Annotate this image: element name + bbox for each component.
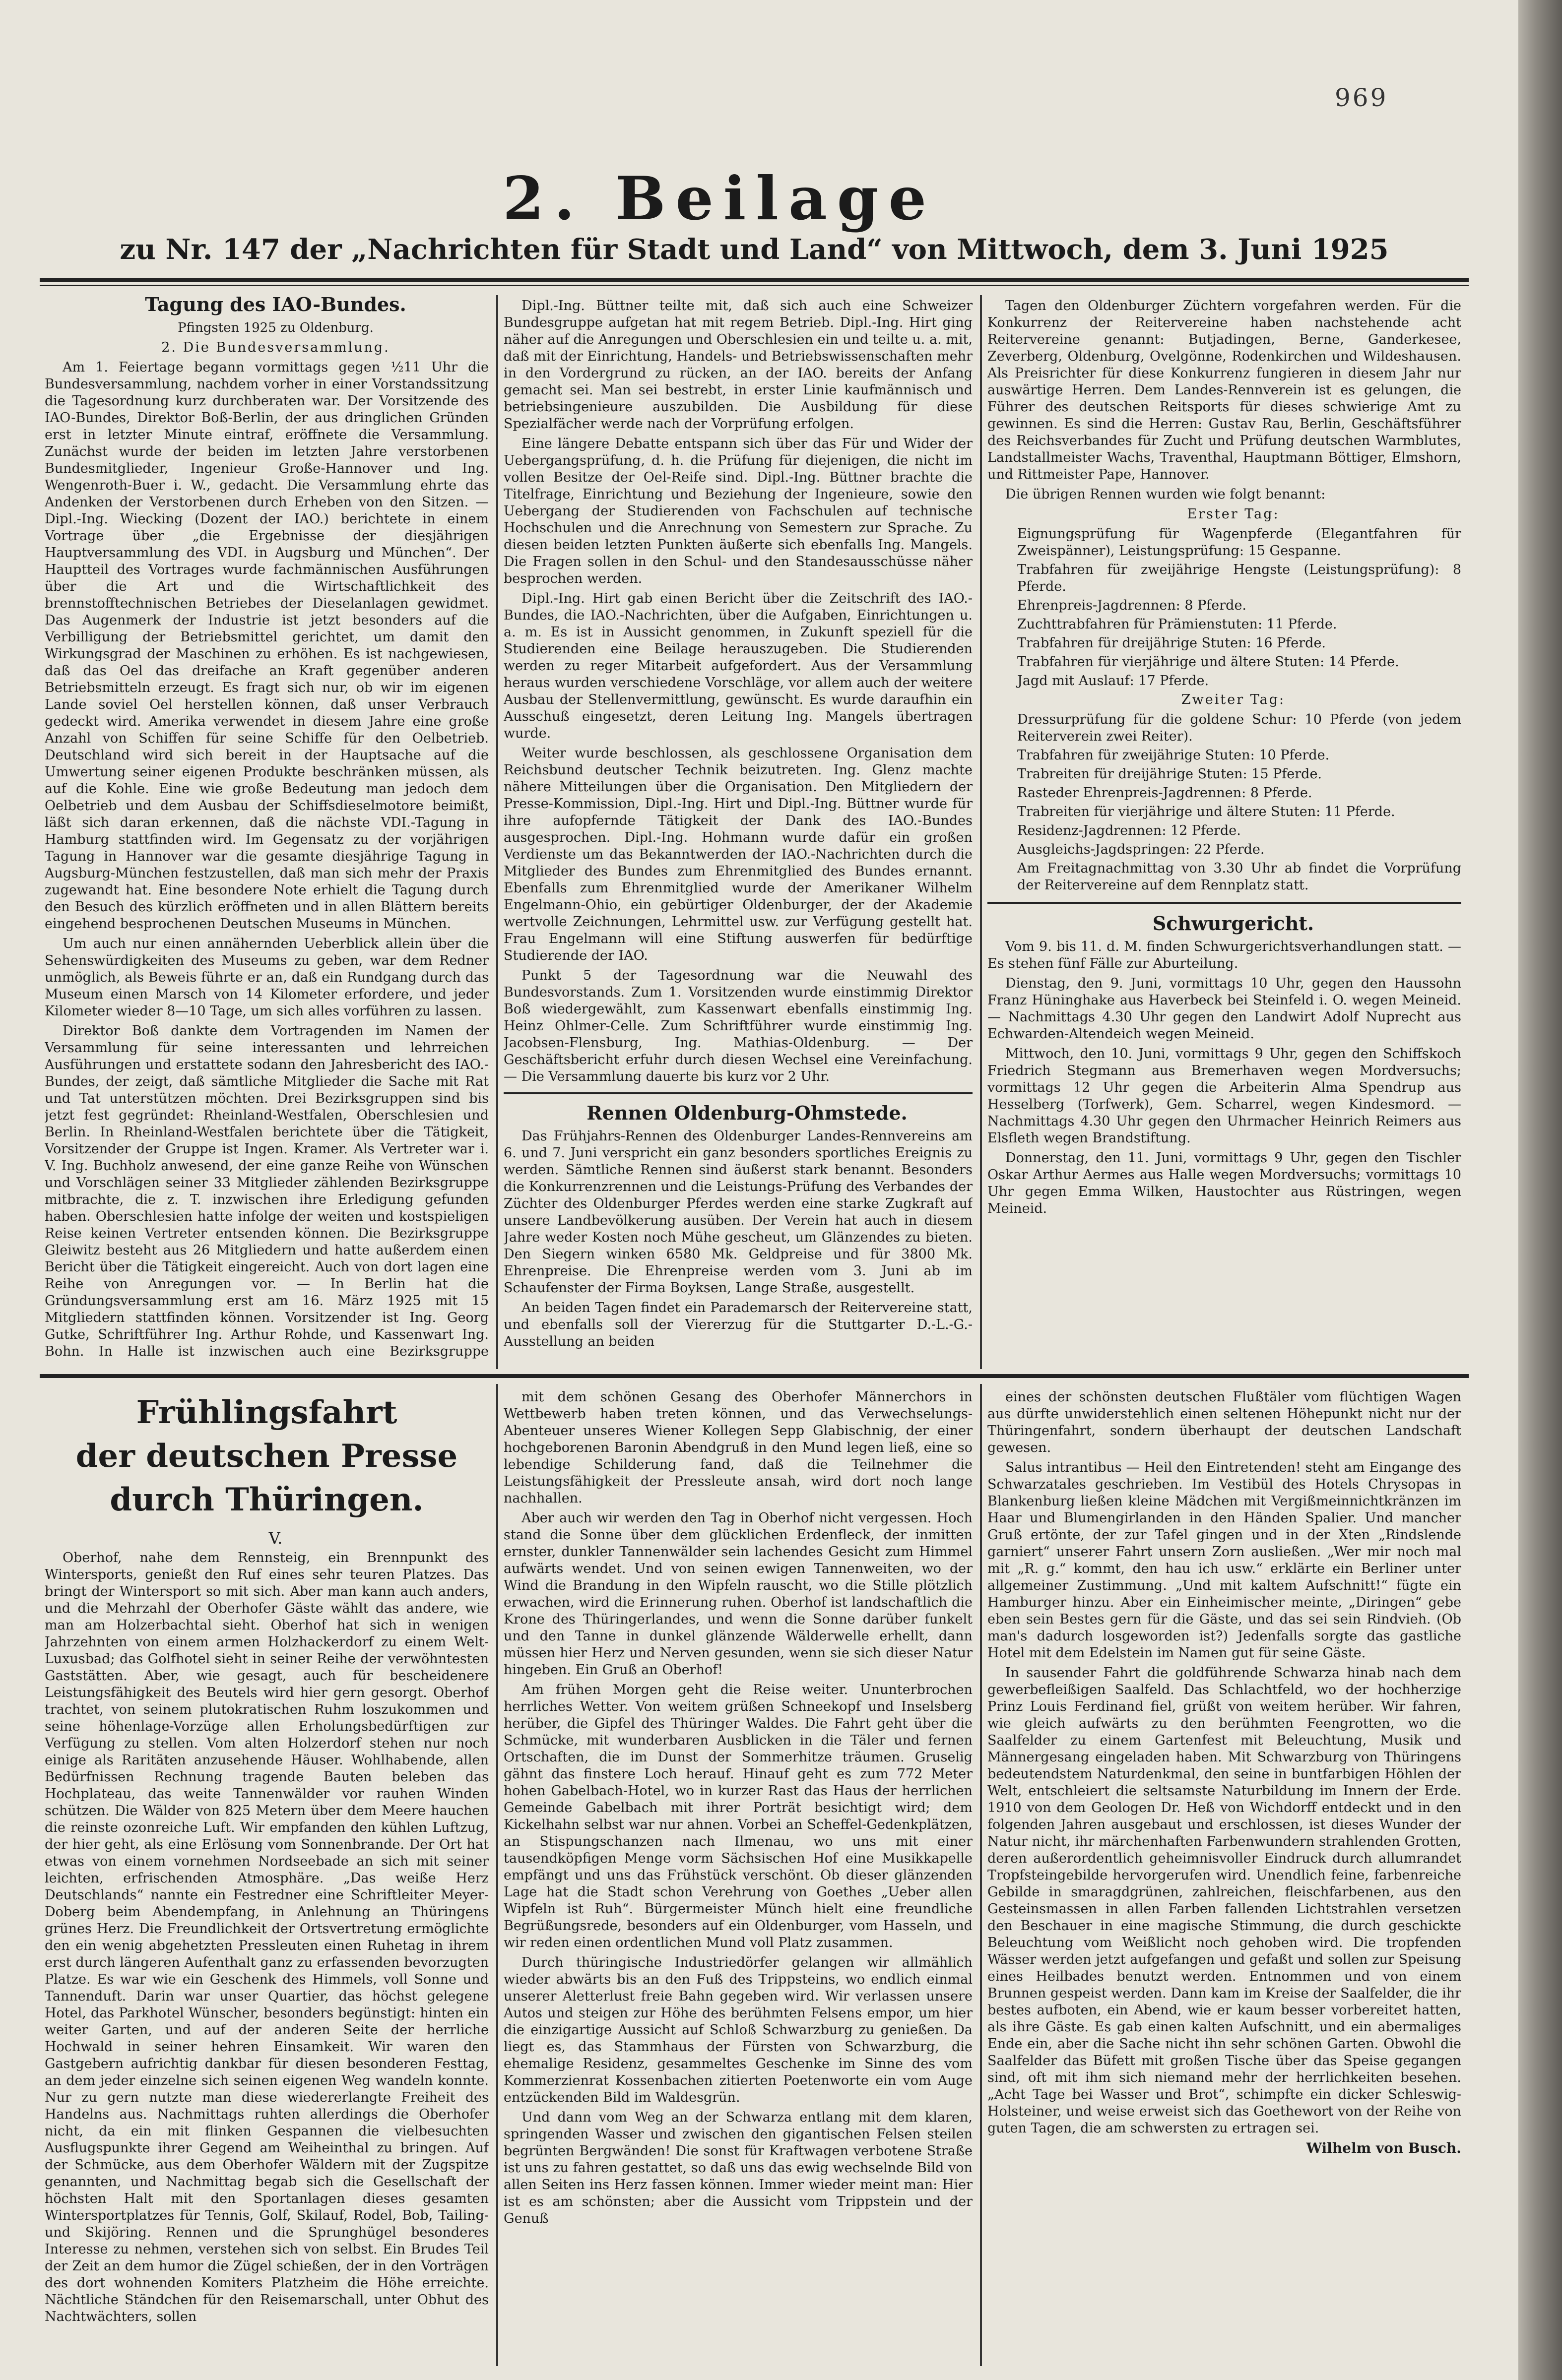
- race-item: Dressurprüfung für die goldene Schur: 10 Pferde (von jedem Reiterverein zwei Reiter).: [1017, 712, 1461, 744]
- paragraph: Dienstag, den 9. Juni, vormittags 10 Uhr, gegen den Haussohn Franz Hüninghake aus Haverbeck bei Steinfeld i. O. wegen Meineid. — Nachmittags 4.30 Uhr gegen den Landwirt Adolf Nuprecht aus Echwarden-Altendeich wegen Meineid.: [987, 976, 1461, 1042]
- article-title-schwurgericht: Schwurgericht.: [1152, 912, 1314, 935]
- author-signature: Wilhelm von Busch.: [1306, 2140, 1461, 2156]
- column-divider: [980, 1384, 982, 2366]
- paragraph: Dipl.-Ing. Büttner teilte mit, daß sich auch eine Schweizer Bundesgruppe aufgetan hat mit regem Betrieb. Dipl.-Ing. Hirt ging näher auf die Anregungen und Oberschlesien ein und teilte u. a. mit, daß mit der Einrichtung, Handels- und Betriebswissenschaften mehr in den Vordergrund zu rücken, an der IAO. bereits der Anfang gemacht sei. Man sei bestrebt, in erster Linie kaufmännisch und betriebsingenieure auszubilden. Die Ausbildung für diese Spezialfächer werde nach der Vorprüfung erfolgen.: [504, 298, 973, 432]
- title-line: Frühlingsfahrt: [136, 1394, 397, 1431]
- paragraph: Tagen den Oldenburger Züchtern vorgefahren werden. Für die Konkurrenz der Reitervereine haben nachstehende acht Reitervereine genannt: Butjadingen, Berne, Ganderkesee, Zeverberg, Oldenburg, Ovelgönne, Rodenkirchen und Wildeshausen. Als Preisrichter für diese Konkurrenz fungieren in diesem Jahr nur auswärtige Herren. Dem Landes-Rennverein ist es gelungen, die Führer des deutschen Reitsports für dieses schwierige Amt zu gewinnen. Es sind die Herren: Gustav Rau, Berlin, Geschäftsführer des Reichsverbandes für Zucht und Prüfung deutschen Warmblutes, Landstallmeister Wachs, Traventhal, Hauptmann Böttiger, Elmshorn, und Rittmeister Pape, Hannover.: [987, 298, 1461, 482]
- article-rule: [987, 902, 1461, 904]
- column-lower-3: [987, 1389, 1461, 2366]
- supplement-title: 2. Beilage: [502, 164, 936, 234]
- race-item: Trabreiten für dreijährige Stuten: 15 Pferde.: [1017, 766, 1322, 782]
- race-item: Jagd mit Auslauf: 17 Pferde.: [1017, 673, 1209, 689]
- column-upper-1: [45, 293, 489, 1359]
- paragraph: In sausender Fahrt die goldführende Schwarza hinab nach dem gewerbefleißigen Saalfeld. Das Schlachtfeld, wo der hochherzige Prinz Louis Ferdinand fiel, grüßt von weitem herüber. Wir fahren, wie gleich aufwärts zu den berühmten Feengrotten, wo die Saalfelder zu einem Gartenfest mit Beleuchtung, Musik und Männergesang eingeladen haben. Mit Schwarzburg von Thüringens bedeutendstem Naturdenkmal, den seine in buntfarbigen Höhlen der Welt, entschleiert die seltsamste Naturbildung im Innern der Erde. 1910 von dem Geologen Dr. Heß von Wichdorff entdeckt und in den folgenden Jahren ausgebaut und erschlossen, ist dieses Wunder der Natur nicht, ihr märchenhaften Farbenwundern strahlenden Grotten, deren außerordentlich geheimnisvoller Eindruck durch allumrandet Tropfsteingebilde hervorgerufen wird. Unendlich feine, farbenreiche Gebilde in smaragdgrünen, zahlreichen, fleischfarbenen, aus den Gesteinsmassen in allen Farben fallenden Lichtstrahlen versetzen den Beschauer in eine magische Stimmung, die durch geschickte Beleuchtung vom Weißlicht noch gehoben wird. Die tropfenden Wässer werden jetzt aufgefangen und gefaßt und sollen zur Speisung eines Heilbades benutzt werden. Entnommen und von einem Brunnen gespeist werden. Dann kam im Kreise der Saalfelder, die ihr bestes aufboten, ein Abend, wie er kaum besser vorbereitet hatten, als ihre Gäste. Es gab einen kalten Aufschnitt, und ein abermaliges Ende ein, aber die Sache nicht ihn sehr schönen Garten. Obwohl die Saalfelder das Büfett mit großen Tische über das Speise gegangen sind, oft mit ihm sich niemand mehr der herrlichkeiten besehen. „Acht Tage bei Wasser und Brot“, schimpfte ein dicker Schleswig-Holsteiner, und weise erweist sich das Goethewort von der Reihe von guten Tagen, die am schwersten zu ertragen sei.: [987, 1665, 1461, 2136]
- race-day-title: Zweiter Tag:: [1181, 692, 1286, 707]
- article-dateline: Pfingsten 1925 zu Oldenburg.: [178, 320, 374, 335]
- column-divider: [980, 295, 982, 1369]
- column-divider: [496, 295, 498, 1369]
- race-item: Rasteder Ehrenpreis-Jagdrennen: 8 Pferde.: [1017, 785, 1312, 801]
- race-item: Ehrenpreis-Jagdrennen: 8 Pferde.: [1017, 598, 1247, 613]
- paragraph: Vom 9. bis 11. d. M. finden Schwurgerichtsverhandlungen statt. — Es stehen fünf Fälle zur Aburteilung.: [987, 939, 1461, 971]
- race-list-day1: [987, 526, 1461, 689]
- column-divider: [496, 1384, 498, 2366]
- race-list-day2: [987, 711, 1461, 894]
- paragraph: Donnerstag, den 11. Juni, vormittags 9 Uhr, gegen den Tischler Oskar Arthur Aermes aus Halle wegen Mordversuchs; vormittags 10 Uhr gegen Emma Wilken, Haustochter aus Rüstringen, wegen Meineid.: [987, 1150, 1461, 1216]
- paragraph: Punkt 5 der Tagesordnung war die Neuwahl des Bundesvorstands. Zum 1. Vorsitzenden wurde einstimmig Direktor Boß wiedergewählt, zum Kassenwart ebenfalls einstimmig Ing. Heinz Ohlmer-Celle. Zum Schriftführer wurde einstimmig Ing. Jacobsen-Flensburg, Ing. Mathias-Oldenburg. — Der Geschäftsbericht erfuhr durch diesen Wechsel eine Vereinfachung. — Die Versammlung dauerte bis kurz vor 2 Uhr.: [504, 968, 973, 1084]
- paragraph: Oberhof, nahe dem Rennsteig, ein Brennpunkt des Wintersports, genießt den Ruf eines sehr teuren Platzes. Das bringt der Wintersport so mit sich. Aber man kann auch anders, und die Mehrzahl der Oberhofer Gäste wählt das andere, wie man am Holzerbachtal sieht. Oberhof hat sich in wenigen Jahrzehnten von einem armen Holzhackerdorf zu einem Welt-Luxusbad; das Golfhotel sieht in seiner Reihe der verwöhntesten Gaststätten. Aber, wie gesagt, auch für bescheidenere Leistungsfähigkeit des Beutels wird hier gern gesorgt. Oberhof trachtet, von seinem plutokratischen Ruhm loszukommen und seine höhenlage-Vorzüge allen Erholungsbedürftigen zur Verfügung zu stellen. Vom alten Holzerdorf stehen nur noch einige als Raritäten anzusehende Häuser. Wohlhabende, allen Bedürfnissen Rechnung tragende Bauten beleben das Hochplateau, das weite Tannenwälder vor rauhen Winden schützen. Die Wälder von 825 Metern über dem Meere hauchen die reinste ozonreiche Luft. Wir empfanden den kühlen Luftzug, der hier geht, als eine Erlösung vom Sonnenbrande. Der Ort hat etwas von einem vornehmen Nordseebade an sich mit seiner leichten, erfrischenden Atmosphäre. „Das weiße Herz Deutschlands“ nannte ein Festredner eine Schriftleiter Meyer-Doberg beim Abendempfang, in Anlehnung an Thüringens grünes Herz. Die Freundlichkeit der Ortsvertretung ermöglichte den ein wenig abgehetzten Pressleuten einen Ruhetag in ihrem erst durch längeren Aufenthalt ganz zu erfassenden bevorzugten Platze. Es war wie ein Geschenk des Himmels, voll Sonne und Tannenduft. Darin war unser Quartier, das höchst gelegene Hotel, das Parkhotel Wünscher, besonders begünstigt: hinten ein weiter Garten, und auf der anderen Seite der herrliche Hochwald in seiner hehren Einsamkeit. Wir waren den Gastgebern aufrichtig dankbar für diesen besonderen Festtag, an dem jeder einzelne sich seinen eigenen Weg wandeln konnte. Nur zu gern nutzte man diese wiedererlangte Freiheit des Handelns aus. Nachmittags ruhten allerdings die Oberhofer nicht, da ein mit flinken Gespannen die vielbesuchten Ausflugspunkte ihrer Gegend am Weiheinthal zu bringen. Auf der Schmücke, aus dem Oberhofer Wäldern mit der Zugspitze genannten, und Nachmittag begab sich die Gesellschaft der höchsten Halt mit den Sportanlagen dieses gesamten Wintersportplatzes für Tennis, Golf, Skilauf, Rodel, Bob, Tailing- und Skijöring. Rennen und die Sprunghügel besonderes Interesse zu nehmen, verstehen sich von selbst. Ein Brudes Teil der Zeit an dem humor die Zügel schießen, der in den Vorträgen des dort wohnenden Komiters Platzheim die Höhe erreichte. Nächtliche Ständchen für den Reisemarschall, unter Obhut des Nachtwächters, sollen: [45, 1550, 489, 2324]
- article-section: 2. Die Bundesversammlung.: [161, 340, 390, 355]
- race-item: Trabfahren für zweijährige Hengste (Leistungsprüfung): 8 Pferde.: [1017, 562, 1461, 594]
- race-item: Am Freitagnachmittag von 3.30 Uhr ab findet die Vorprüfung der Reitervereine auf dem Rennplatz statt.: [1017, 861, 1461, 893]
- race-item: Residenz-Jagdrennen: 12 Pferde.: [1017, 823, 1241, 838]
- column-upper-3: [987, 298, 1461, 1364]
- paragraph: Weiter wurde beschlossen, als geschlossene Organisation dem Reichsbund deutscher Technik beizutreten. Ing. Glenz machte nähere Mitteilungen über die Organisation. Den Mitgliedern der Presse-Kommission, Dipl.-Ing. Hirt und Dipl.-Ing. Büttner wurde für ihre aufopfernde Tätigkeit der Dank des IAO.-Bundes ausgesprochen. Dipl.-Ing. Hohmann wurde dafür ein großen Verdienste um das Bekanntwerden der IAO.-Nachrichten durch die Mitglieder des Bundes zum Ehrenmitglied des Bundes ernannt. Ebenfalls zum Ehrenmitglied wurde der Amerikaner Wilhelm Engelmann-Ohio, ein gebürtiger Oldenburger, der der Akademie wertvolle Zeichnungen, Lehrmittel usw. zur Verfügung gestellt hat. Frau Engelmann will eine Stiftung auswerfen für bedürftige Studierende der IAO.: [504, 746, 973, 963]
- paragraph: mit dem schönen Gesang des Oberhofer Männerchors in Wettbewerb haben treten können, und das Verwechselungs-Abenteuer unseres Wiener Kollegen Sepp Glabischnig, der einer hochgeborenen Baronin Abendgruß in den Mund legen ließ, eine so lebendige Schilderung fand, daß die Teilnehmer die Leistungsfähigkeit der Pressleute ansah, wird dort noch lange nachhallen.: [504, 1389, 973, 1506]
- paragraph: Mittwoch, den 10. Juni, vormittags 9 Uhr, gegen den Schiffskoch Friedrich Stegmann aus Bremerhaven wegen Mordversuchs; vormittags 12 Uhr gegen die Arbeiterin Alma Spendrup aus Hesselberg (Torfwerk), Gem. Scharrel, wegen Kindesmord. — Nachmittags 4.30 Uhr gegen den Uhrmacher Heinrich Reimers aus Elsfleth wegen Brandstiftung.: [987, 1046, 1461, 1146]
- paragraph: Salus intrantibus — Heil den Eintretenden! steht am Eingange des Schwarzatales geschrieben. Im Vestibül des Hotels Chrysopas in Blankenburg ließen kleine Mädchen mit Vergißmeinnichtkränzen im Haar und Blumengirlanden in den Händen Spalier. Und mancher Gruß ertönte, der zur Tafel gingen und in der Xten „Rindslende garniert“ unserer Fahrt unsern Zorn ausließen. „Wer mir noch mal mit „R. g.“ kommt, den hau ich usw.“ erklärte ein Berliner unter allgemeiner Zustimmung. „Und mit kaltem Aufschnitt!“ fügte ein Hamburger hinzu. Aber ein Einheimischer meinte, „Diringen“ gebe eben sein Bestes gern für die Gäste, und das sei sein Rindvieh. (Ob man's dadurch losgeworden ist?) Jedenfalls sorgte das gastliche Hotel mit dem Edelstein im Namen gut für seine Gäste.: [987, 1460, 1461, 1661]
- paragraph: Das Frühjahrs-Rennen des Oldenburger Landes-Rennvereins am 6. und 7. Juni verspricht ein ganz besonders sportliches Ereignis zu werden. Sämtliche Rennen sind äußerst stark benannt. Besonders die Konkurrenzrennen und die Leistungs-Prüfung des Verbandes der Züchter des Oldenburger Pferdes werden eine starke Zugkraft auf unsere Landbevölkerung ausüben. Der Verein hat auch in diesem Jahre weder Kosten noch Mühe gescheut, um Glänzendes zu bieten. Den Siegern winken 6580 Mk. Geldpreise und für 3800 Mk. Ehrenpreise. Die Ehrenpreise werden vom 3. Juni ab im Schaufenster der Firma Boyksen, Lange Straße, ausgestellt.: [504, 1128, 973, 1296]
- column-upper-2: [504, 298, 973, 1364]
- masthead-rule-thick: [40, 278, 1469, 282]
- race-day-title: Erster Tag:: [1187, 506, 1280, 522]
- paragraph: An beiden Tagen findet ein Parademarsch der Reitervereine statt, und ebenfalls soll der Viererzug für die Stuttgarter D.-L.-G.-Ausstellung an beiden: [504, 1300, 973, 1349]
- article-title-fruehling: [45, 1391, 489, 1522]
- masthead-rule-thin: [40, 285, 1469, 286]
- race-item: Ausgleichs-Jagdspringen: 22 Pferde.: [1017, 842, 1265, 857]
- article-part: V.: [268, 1529, 283, 1548]
- race-item: Trabfahren für dreijährige Stuten: 16 Pferde.: [1017, 635, 1326, 651]
- paragraph: Am 1. Feiertage begann vormittags gegen ½11 Uhr die Bundesversammlung, nachdem vorher in einer Vorstandssitzung die Tagesordnung kurz durchberaten war. Der Vorsitzende des IAO-Bundes, Direktor Boß-Berlin, der aus dringlichen Gründen erst in letzter Minute eintraf, eröffnete die Versammlung. Zunächst wurde der beiden im letzten Jahre verstorbenen Bundesmitglieder, Ingenieur Große-Hannover und Ing. Wengenroth-Buer i. W., gedacht. Die Versammlung ehrte das Andenken der Verstorbenen durch Erheben von den Sitzen. — Dipl.-Ing. Wiecking (Dozent der IAO.) berichtete in einem Vortrage über „die Ergebnisse der diesjährigen Hauptversammlung des VDI. in Augsburg und München“. Der Hauptteil des Vortrages wurde fachmännischen Ausführungen über die Art und die Wirtschaftlichkeit des brennstofftechnischen Betriebes der Dieselanlagen gewidmet. Das Augenmerk der Industrie ist jetzt besonders auf die Verbilligung der Betriebsmittel gerichtet, um damit den Wirkungsgrad der Maschinen zu erhöhen. Es ist nachgewiesen, daß das Oel das dreifache an Kraft gegenüber anderen Betriebsmitteln erzeugt. Es fragt sich nur, ob wir im eigenen Lande soviel Oel herstellen können, daß unser Verbrauch gedeckt wird. Amerika verwendet in diesem Jahre eine große Anzahl von Schiffen für seine Schiffe für den Oelbetrieb. Deutschland wird sich bereit in der Hauptsache auf die Umwertung seiner eigenen Produkte beschränken müssen, als auf die Kohle. Eine wie große Bedeutung man jedoch dem Oelbetrieb und dem Ausbau der Schiffsdieselmotore beimißt, läßt sich daran erkennen, daß die nächste VDI.-Tagung in Hamburg stattfinden wird. Im Gegensatz zu der vorjährigen Tagung in Hannover war die gesamte diesjährige Tagung in Augsburg-München festzustellen, daß man sich mehr der Praxis zugewandt hat. Eine besondere Note erhielt die Tagung durch den Besuch des kürzlich eröffneten und in allen Blättern bereits eingehend besprochenen Deutschen Museums in München.: [45, 360, 489, 932]
- paragraph: Dipl.-Ing. Hirt gab einen Bericht über die Zeitschrift des IAO.-Bundes, die IAO.-Nachrichten, über die Aufgaben, Einrichtungen u. a. m. Es ist in Aussicht genommen, in Zukunft speziell für die Studierenden eine Beilage herauszugeben. Die Studierenden werden zu reger Mitarbeit aufgefordert. Aus der Versammlung heraus wurden verschiedene Vorschläge, vor allem auch der weitere Ausbau der Stellenvermittlung, gewünscht. Es wurde daraufhin ein Ausschuß eingesetzt, deren Leitung Ing. Mangels übertragen wurde.: [504, 591, 973, 741]
- column-lower-2: [504, 1389, 973, 2366]
- paragraph: Direktor Boß dankte dem Vortragenden im Namen der Versammlung für seine interessanten und lehrreichen Ausführungen und erstattete sodann den Jahresbericht des IAO.-Bundes, der zeigt, daß sämtliche Mitglieder die Sache mit Rat und Tat unterstützen möchten. Drei Bezirksgruppen sind bis jetzt fest gegründet: Rheinland-Westfalen, Oberschlesien und Berlin. In Rheinland-Westfalen berichtete über die Tätigkeit, Vorsitzender der Gruppe ist Ingen. Kramer. Als Vertreter war i. V. Ing. Buchholz anwesend, der eine ganze Reihe von Wünschen und Vorschlägen seiner 33 Mitglieder zählenden Bezirksgruppe mitbrachte, die z. T. inzwischen ihre Erledigung gefunden haben. Oberschlesien hatte infolge der weiten und kostspieligen Reise keinen Vertreter entsenden können. Die Bezirksgruppe Gleiwitz besteht aus 26 Mitgliedern und hatte außerdem einen Bericht über die Tätigkeit eingereicht. Auch von dort lagen eine Reihe von Anregungen vor. — In Berlin hat die Gründungsversammlung erst am 16. März 1925 mit 15 Mitgliedern stattfinden können. Vorsitzender ist Ing. Georg Gutke, Schriftführer Ing. Arthur Rohde, und Kassenwart Ing. Bohn. In Halle ist inzwischen auch eine Bezirksgruppe: [45, 1023, 489, 1359]
- paragraph: Eine längere Debatte entspann sich über das Für und Wider der Uebergangsprüfung, d. h. die Prüfung für diejenigen, die nicht im vollen Besitze der Oel-Reife sind. Dipl.-Ing. Büttner brachte die Titelfrage, Einrichtung und Beziehung der Ingenieure, sowie den Uebergang der Studierenden von Fachschulen auf technische Hochschulen und die Anrechnung von Semestern zur Sprache. Zu diesen beiden letzten Punkten äußerte sich ebenfalls Ing. Mangels. Die Fragen sollen in den Schul- und den Standesausschüsse näher besprochen werden.: [504, 436, 973, 586]
- paragraph: eines der schönsten deutschen Flußtäler vom flüchtigen Wagen aus dürfte unwiderstehlich einen seltenen Höhepunkt nicht nur der Thüringenfahrt, sondern überhaupt der deutschen Landschaft gewesen.: [987, 1389, 1461, 1455]
- title-line: der deutschen Presse durch Thüringen.: [75, 1438, 458, 1518]
- race-item: Trabfahren für vierjährige und ältere Stuten: 14 Pferde.: [1017, 654, 1399, 670]
- article-rule: [504, 1092, 973, 1094]
- section-rule-thick: [40, 1374, 1469, 1378]
- column-lower-1: [45, 1384, 489, 2366]
- paragraph: Und dann vom Weg an der Schwarza entlang mit dem klaren, springenden Wasser und zwischen den gigantischen Felsen steilen begrünten Bergwänden! Die sonst für Kraftwagen verbotene Straße ist uns zu fahren gestattet, so daß uns das ewig wechselnde Bild von allen Seiten ins Herz fassen können. Immer wieder meint man: Hier ist es am schönsten; aber die Aussicht vom Trippstein und der Genuß: [504, 2110, 973, 2226]
- supplement-subtitle: zu Nr. 147 der „Nachrichten für Stadt und Land“ von Mittwoch, dem 3. Juni 1925: [120, 233, 1389, 266]
- race-item: Zuchttrabfahren für Prämienstuten: 11 Pferde.: [1017, 617, 1337, 632]
- article-title-iao: Tagung des IAO-Bundes.: [145, 293, 406, 315]
- race-item: Trabreiten für vierjährige und ältere Stuten: 11 Pferde.: [1017, 804, 1395, 819]
- paragraph: Am frühen Morgen geht die Reise weiter. Ununterbrochen herrliches Wetter. Von weitem grüßen Schneekopf und Inselsberg herüber, die Gipfel des Thüringer Waldes. Die Fahrt geht über die Schmücke, mit wunderbaren Ausblicken in die Täler und fernen Ortschaften, die im Dunst der Sommerhitze träumen. Gruselig gähnt das finstere Loch herauf. Hinauf geht es zum 772 Meter hohen Gabelbach-Hotel, wo in kurzer Rast das Haus der herrlichen Gemeinde Gabelbach mit ihrer Porträt besichtigt wird; dem Kickelhahn selbst war nur ahnen. Vorbei an Scheffel-Gedenkplätzen, an Stispungschanzen nach Ilmenau, wo uns mit einer tausendköpfigen Menge vorm Sächsischen Hof eine Musikkapelle empfängt und uns das Frühstück verschönt. Ob dieser glänzenden Lage hat die Stadt schon Verehrung von Goethes „Ueber allen Wipfeln ist Ruh“. Bürgermeister Münch hielt eine freundliche Begrüßungsrede, besonders auf ein Oldenburger, vom Hasseln, und wir reden einen ordentlichen Mund voll Platz zusammen.: [504, 1682, 973, 1950]
- paragraph: Durch thüringische Industriedörfer gelangen wir allmählich wieder abwärts bis an den Fuß des Trippsteins, wo endlich einmal unserer Aletterlust freie Bahn gegeben wird. Wir verlassen unsere Autos und steigen zur Höhe des berühmten Felsens empor, um hier die einzigartige Aussicht auf Schloß Schwarzburg zu genießen. Da liegt es, das Stammhaus der Fürsten von Schwarzburg, die ehemalige Residenz, gesammeltes Geschenke im Sinne des vom Kommerzienrat Kossenbachen zitierten Poetenworte ein vom Auge entzückenden Bild im Waldesgrün.: [504, 1955, 973, 2105]
- race-item: Trabfahren für zweijährige Stuten: 10 Pferde.: [1017, 748, 1330, 763]
- paragraph: Die übrigen Rennen wurden wie folgt benannt:: [1005, 487, 1326, 502]
- page-number: 969: [1335, 83, 1388, 112]
- race-item: Eignungsprüfung für Wagenpferde (Elegantfahren für Zweispänner), Leistungsprüfung: 15 Gespanne.: [1017, 526, 1461, 559]
- article-title-rennen: Rennen Oldenburg-Ohmstede.: [586, 1102, 908, 1124]
- paragraph: Aber auch wir werden den Tag in Oberhof nicht vergessen. Hoch stand die Sonne über dem glücklichen Erdenfleck, der inmitten ernster, dunkler Tannenwälder sein lachendes Gesicht zum Himmel aufwärts wendet. Und von seinen ewigen Tannenweiten, wo der Wind die Brandung in den Wipfeln rauscht, wo die Stille plötzlich erwachen, wird die Erinnerung ruhen. Oberhof ist landschaftlich die Krone des Thüringerlandes, und wenn die Sonne darüber funkelt und den Tanne in dunkel glänzende Wälderwelle erhellt, dann müssen hier Herz und Nerven gesunden, wenn sie sich dieser Natur hingeben. Ein Gruß an Oberhof!: [504, 1510, 973, 1678]
- binding-edge: [1518, 0, 1562, 2380]
- paragraph: Um auch nur einen annähernden Ueberblick allein über die Sehenswürdigkeiten des Museums zu geben, war dem Redner unmöglich, als Beweis führte er an, daß ein Rundgang durch das Museum einen Marsch von 14 Kilometer erfordere, und jeder Kilometer wieder 8—10 Tage, um sich alles vorführen zu lassen.: [45, 936, 489, 1019]
